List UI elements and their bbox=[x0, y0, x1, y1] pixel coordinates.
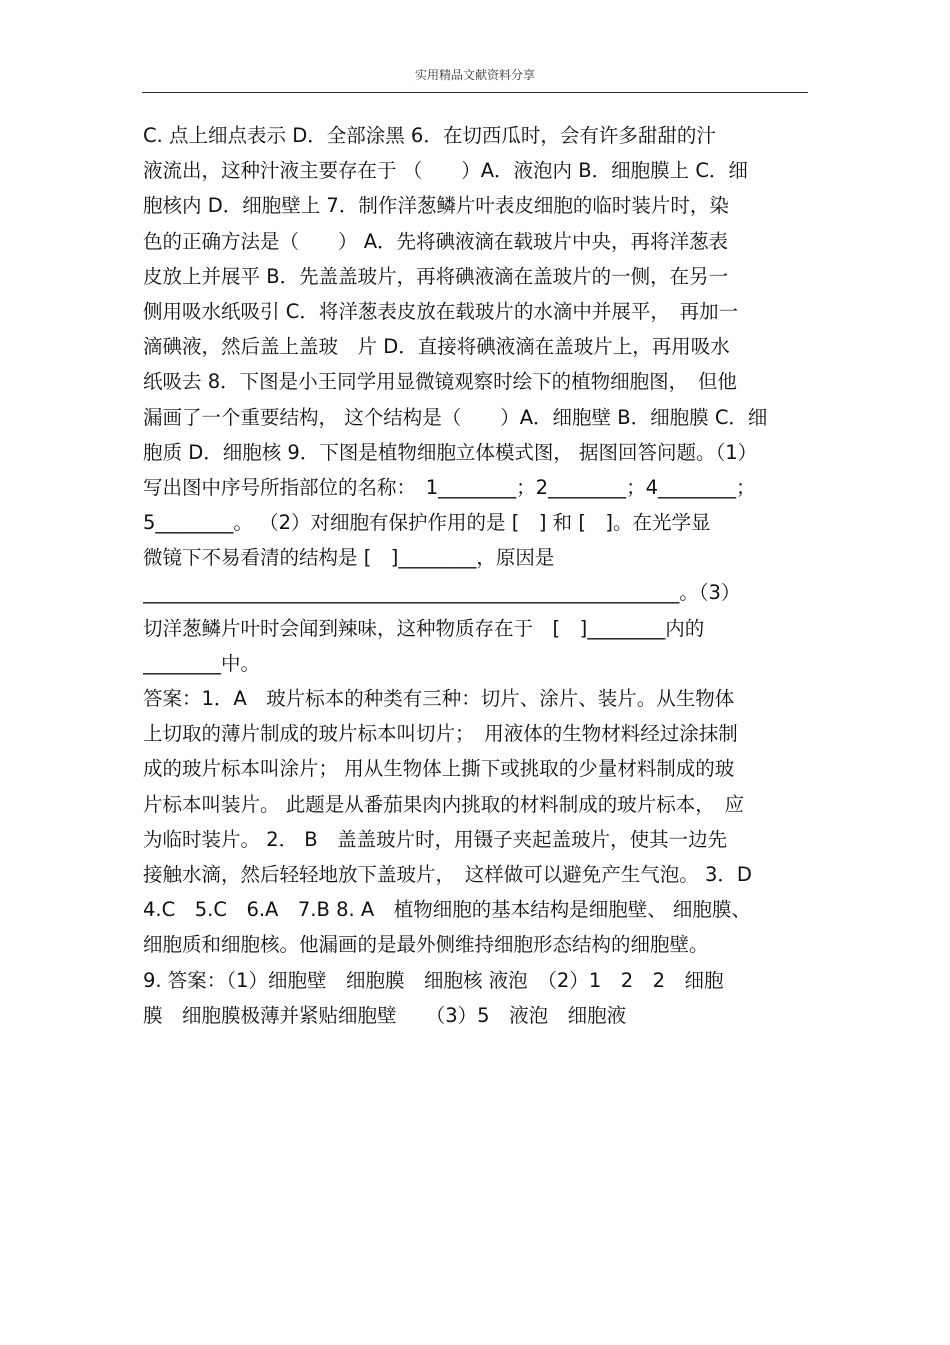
text-line: 液流出，这种汁液主要存在于 （ ）A．液泡内 B．细胞膜上 C．细 bbox=[143, 159, 748, 183]
header-title: 实用精品文献资料分享 bbox=[414, 68, 535, 82]
document-body bbox=[143, 118, 815, 1033]
text-line: 微镜下不易看清的结构是 [ ]________，原因是 bbox=[143, 546, 555, 570]
answer-line: 答案：1．A 玻片标本的种类有三种：切片、涂片、装片。从生物体 bbox=[143, 687, 735, 710]
answer-line: 接触水滴，然后轻轻地放下盖玻片， 这样做可以避免产生气泡。 3．D bbox=[143, 862, 752, 886]
text-line: 皮放上并展平 B．先盖盖玻片，再将碘液滴在盖玻片的一侧，在另一 bbox=[143, 264, 729, 288]
text-line: 胞核内 D．细胞壁上 7．制作洋葱鳞片叶表皮细胞的临时装片时，染 bbox=[143, 194, 729, 218]
text-line: 纸吸去 8．下图是小王同学用显微镜观察时绘下的植物细胞图， 但他 bbox=[143, 370, 737, 394]
text-line: 5________。 （2）对细胞有保护作用的是 [ ] 和 [ ]。在光学显 bbox=[143, 511, 711, 535]
answer-line: 上切取的薄片制成的玻片标本叫切片； 用液体的生物材料经过涂抹制 bbox=[143, 722, 738, 746]
answer-line: 9. 答案：（1）细胞壁 细胞膜 细胞核 液泡 （2）1 2 2 细胞 bbox=[143, 968, 724, 992]
text-line: 漏画了一个重要结构， 这个结构是（ ）A．细胞壁 B．细胞膜 C．细 bbox=[143, 405, 768, 429]
answer-line: 膜 细胞膜极薄并紧贴细胞壁 （3）5 液泡 细胞液 bbox=[143, 1003, 627, 1027]
answer-line: 为临时装片。 2． B 盖盖玻片时，用镊子夹起盖玻片，使其一边先 bbox=[143, 827, 728, 851]
text-line: 色的正确方法是（ ） A．先将碘液滴在载玻片中央，再将洋葱表 bbox=[143, 229, 729, 253]
answer-line: 片标本叫装片。 此题是从番茄果肉内挑取的材料制成的玻片标本， 应 bbox=[143, 792, 744, 816]
text-line: 写出图中序号所指部位的名称： 1________；2________；4________； bbox=[143, 475, 756, 499]
answer-line: 成的玻片标本叫涂片； 用从生物体上撕下或挑取的少量材料制成的玻 bbox=[143, 757, 735, 781]
page-header bbox=[142, 64, 808, 93]
answer-line: 细胞质和细胞核。他漏画的是最外侧维持细胞形态结构的细胞壁。 bbox=[143, 933, 709, 957]
text-line: 胞质 D．细胞核 9．下图是植物细胞立体模式图， 据图回答问题。（1） bbox=[143, 440, 758, 464]
text-line: ________中。 bbox=[143, 651, 261, 675]
text-line: 侧用吸水纸吸引 C．将洋葱表皮放在载玻片的水滴中并展平， 再加一 bbox=[143, 299, 739, 323]
answer-line: 4.C 5.C 6.A 7.B 8. A 植物细胞的基本结构是细胞壁、 细胞膜、 bbox=[143, 898, 751, 922]
text-line: 滴碘液，然后盖上盖玻 片 D．直接将碘液滴在盖玻片上，再用吸水 bbox=[143, 335, 730, 359]
text-line: C. 点上细点表示 D．全部涂黑 6．在切西瓜时，会有许多甜甜的汁 bbox=[143, 124, 716, 147]
text-line: 切洋葱鳞片叶时会闻到辣味，这种物质存在于 [ ]________内的 bbox=[143, 616, 705, 640]
text-line: _______________________________________________________。（3） bbox=[143, 581, 741, 605]
